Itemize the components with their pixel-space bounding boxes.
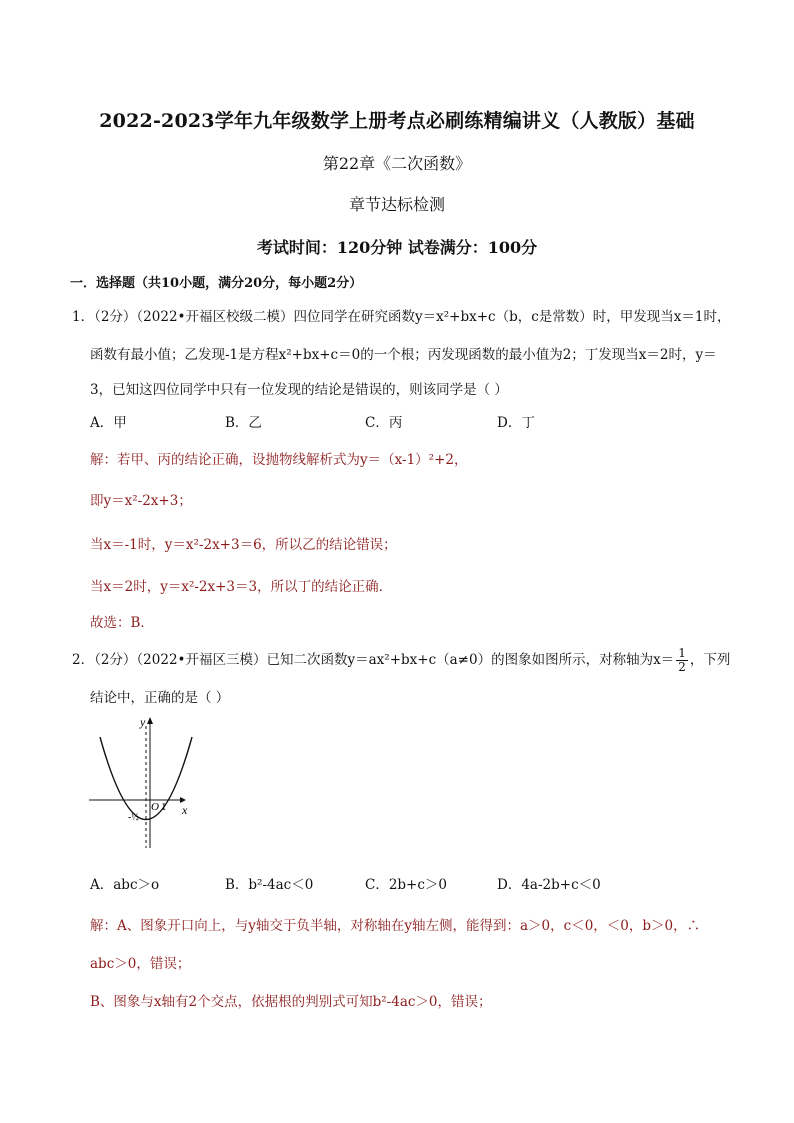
q2-line-1-text: 2．（2分）（2022•开福区三模）已知二次函数y＝ax²+bx+c（a≠0）的图象如图所示，对称轴为x＝ (72, 652, 675, 668)
symmetry-axis-fraction (676, 647, 688, 674)
q2-solution-line: B、图象与x轴有2个交点，依据根的判别式可知b²-4ac＞0，错误； (90, 994, 492, 1010)
q2-solution-line: 解：A、图象开口向上，与y轴交于负半轴，对称轴在y轴左侧，能得到：a＞0，c＜0，＜0，b＞0，∴ (90, 918, 701, 934)
q1-line-3: 3，已知这四位同学中只有一位发现的结论是错误的，则该同学是（ ） (90, 382, 508, 398)
q2-option-a: A．abc＞o (90, 877, 160, 893)
q2-line-1 (72, 647, 730, 674)
q1-solution-line: 即y＝x²-2x+3； (90, 493, 192, 509)
q1-option-b: B．乙 (225, 415, 262, 431)
q2-option-c: C．2b+c＞0 (365, 877, 448, 893)
fraction-denominator: 2 (678, 660, 686, 674)
q1-solution-line: 故选：B． (90, 615, 154, 631)
y-axis-label: y (140, 715, 146, 729)
q2-option-d: D．4a-2b+c＜0 (497, 877, 601, 893)
q1-solution-line: 当x＝2时，y＝x²-2x+3＝3，所以丁的结论正确． (90, 579, 393, 595)
q1-solution-line: 当x＝-1时，y＝x²-2x+3＝6，所以乙的结论错误； (90, 537, 397, 553)
q2-line-1-tail: ，下列 (689, 652, 731, 668)
q1-option-c: C．丙 (365, 415, 403, 431)
q1-option-a: A．甲 (90, 415, 127, 431)
q1-line-2: 函数有最小值；乙发现-1是方程x²+bx+c＝0的一个根；丙发现函数的最小值为2；丁发现当x＝2时，y＝ (90, 347, 717, 363)
neg-half-label: -½ (128, 812, 139, 823)
x-axis-label: x (182, 803, 188, 817)
document-title: 2022-2023学年九年级数学上册考点必刷练精编讲义（人教版）基础 (99, 110, 695, 132)
section-heading: 一．选择题（共10小题，满分20分，每小题2分） (70, 276, 363, 291)
q1-option-d: D．丁 (497, 415, 535, 431)
parabola-graph (86, 712, 196, 852)
q2-line-2: 结论中，正确的是（ ） (90, 690, 230, 706)
y-axis-arrow (147, 717, 153, 724)
one-label: 1 (161, 801, 167, 813)
fraction-numerator: 1 (678, 646, 686, 660)
q2-solution-line: abc＞0，错误； (90, 956, 191, 972)
origin-label: O (151, 801, 159, 813)
q1-line-1: 1．（2分）（2022•开福区校级二模）四位同学在研究函数y＝x²+bx+c（b，c是常数）时，甲发现当x＝1时， (72, 309, 731, 325)
exam-info: 考试时间：120分钟 试卷满分：100分 (256, 238, 538, 257)
q1-solution-line: 解：若甲、丙的结论正确，设抛物线解析式为y＝（x-1）²+2， (90, 452, 468, 468)
parabola-curve (100, 737, 192, 820)
document-subtitle: 章节达标检测 (348, 195, 445, 214)
chapter-title: 第22章《二次函数》 (322, 154, 472, 173)
q2-option-b: B．b²-4ac＜0 (225, 877, 314, 893)
